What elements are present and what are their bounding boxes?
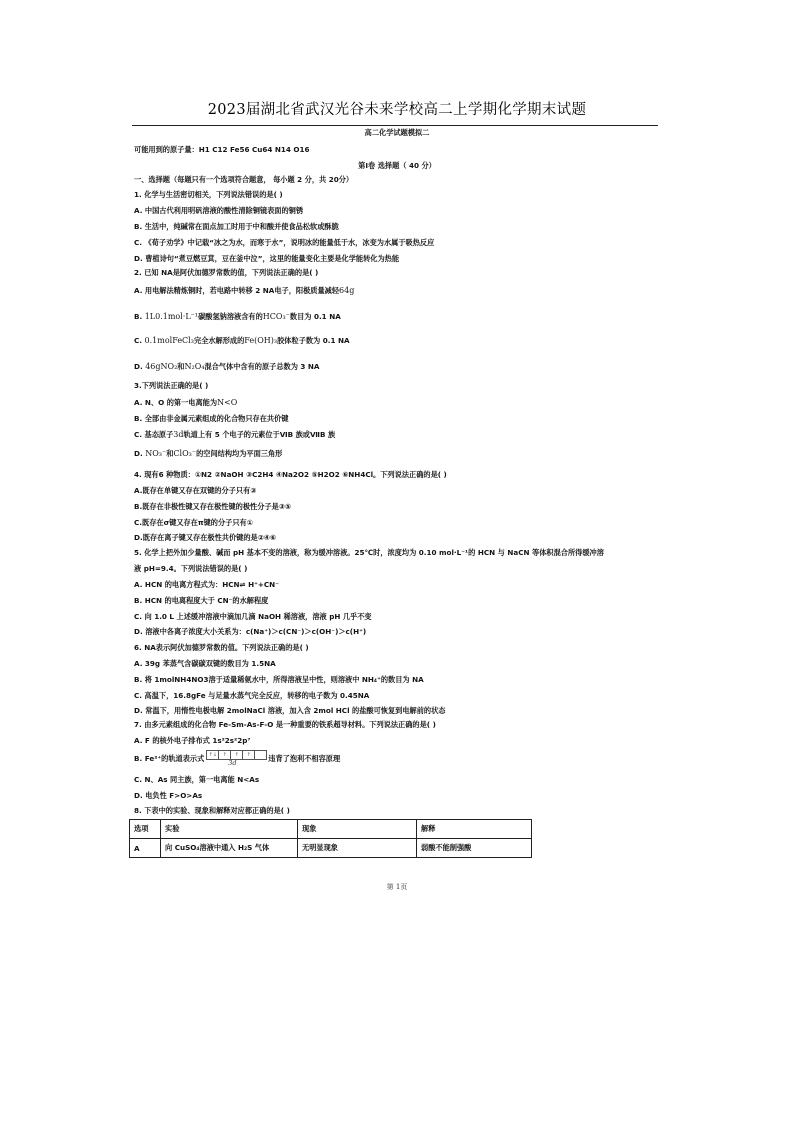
q6-option-d: D. 常温下，用惰性电极电解 2molNaCl 溶液，加入含 2mol HCl 的盐酸可恢复到电解前的状态 [134,706,446,715]
q2-stem: 2. 已知 NA是阿伏加德罗常数的值，下列说法正确的是( ) [134,268,319,277]
q2-b-text: 碳酸氢钠溶液含有的 [198,312,263,321]
page-number: 第 1页 [386,883,408,891]
title-rule [132,125,658,126]
table-cell: A [130,839,161,858]
table-header-row [130,820,532,839]
q7-option-c: C. N、As 同主族，第一电离能 N<As [134,775,260,784]
q4-option-b: B.既存在非极性键又存在极性键的极性分子是③⑤ [134,502,291,511]
q3-option-c [134,430,335,439]
q3-d-mid: 和 [166,449,174,458]
q3-d-ion1: NO₃⁻ [145,449,167,458]
q3-d-label: D. [134,449,146,458]
q3-c-value: 3d [173,430,184,439]
q8-table [129,819,532,858]
q2-option-d [134,362,320,371]
q7-stem: 7. 由多元素组成的化合物 Fe-Sm-As-F-O 是一种重要的铁系超导材料。下列说法正确的是( ) [134,720,436,729]
q2-c-label: C. [134,336,145,345]
q1-option-a: A. 中国古代利用明矾溶液的酸性清除铜镜表面的铜锈 [134,206,304,215]
q5-option-b: B. HCN 的电离程度大于 CN⁻的水解程度 [134,596,269,605]
q2-b-label: B. [134,312,145,321]
q7-b-text: B. Fe²⁺的轨道表示式 [134,754,205,763]
q6-option-c: C. 高温下，16.8gFe 与足量水蒸气完全反应，转移的电子数为 0.45NA [134,691,370,700]
q1-option-b: B. 生活中，纯碱常在面点加工时用于中和酸并使食品松软或酥脆 [134,222,339,231]
q3-c-end: 轨道上有 5 个电子的元素位于ⅥB 族或ⅦB 族 [183,430,336,439]
orbital-boxes [206,750,267,760]
orbital-box [255,751,266,759]
q7-option-b [134,750,340,768]
table-header-cell: 解释 [417,820,532,839]
q2-a-text: A. 用电解法精炼铜时，若电路中转移 2 NA电子，阳极质量减轻 [134,286,340,295]
atomic-masses: 可能用到的原子量：H1 C12 Fe56 Cu64 N14 O16 [134,145,310,154]
orbital-diagram [206,750,266,768]
q5-option-d: D. 溶液中各离子浓度大小关系为：c(Na⁺)＞c(CN⁻)＞c(OH⁻)＞c(H⁺) [134,627,367,636]
document-title: 2023届湖北省武汉光谷未来学校高二上学期化学期末试题 [207,102,587,118]
q2-option-c [134,336,350,345]
table-header-cell: 实验 [161,820,298,839]
volume-header: 第Ⅰ卷 选择题（ 40 分） [358,161,436,170]
q6-option-b: B. 将 1molNH4NO3溶于适量稀氨水中，所得溶液呈中性，则溶液中 NH₄⁺的数目为 NA [134,675,424,684]
q3-option-b: B. 全部由非金属元素组成的化合物只存在共价键 [134,414,289,423]
q3-option-d [134,449,282,458]
table-header-cell: 选项 [130,820,161,839]
q2-b-ion: HCO₃⁻ [262,312,290,321]
q1-option-d: D. 曹植诗句“煮豆燃豆萁，豆在釜中泣”，这里的能量变化主要是化学能转化为热能 [134,254,400,263]
q2-d-mid: 和 [177,362,185,371]
q3-stem: 3.下列说法正确的是( ) [134,381,209,390]
q4-option-a: A.既存在单键又存在双键的分子只有③ [134,486,257,495]
q5-stem-cont: 液 pH=9.4。下列说法错误的是( ) [134,564,248,573]
orbital-box: ↑ [231,751,243,759]
q3-d-end: 的空间结构均为平面三角形 [196,449,283,458]
q2-b-formula: 1L0.1mol·L⁻¹ [144,312,199,321]
table-cell: 弱酸不能制强酸 [417,839,532,858]
q2-c-formula: 0.1molFeCl₃ [144,336,194,345]
q2-d-formula2: N₂O₄ [184,362,205,371]
q8-stem: 8. 下表中的实验、现象和解释对应都正确的是( ) [134,806,290,815]
q3-a-text: A. N、O 的第一电离能为 [134,398,218,407]
q7-option-a: A. F 的核外电子排布式 1s²2s²2p⁷ [134,736,251,745]
section-header: 一、选择题（每题只有一个选项符合题意， 每小题 2 分，共 20分） [134,175,354,184]
q3-c-text: C. 基态原子 [134,430,174,439]
q2-d-formula: 46gNO₂ [145,362,178,371]
q1-stem: 1. 化学与生活密切相关，下列说法错误的是( ) [134,190,283,199]
q2-d-label: D. [134,362,146,371]
orbital-box: ↑ [219,751,231,759]
q2-c-colloid: Fe(OH)₃ [244,336,278,345]
q1-option-c: C. 《荀子劝学》中记载“冰之为水，而寒于水”，说明冰的能量低于水，冰变为水属于吸热反应 [134,238,435,247]
q2-option-a [134,286,354,295]
q6-option-a: A. 39g 苯蒸气含碳碳双键的数目为 1.5NA [134,659,276,668]
q5-option-c: C. 向 1.0 L 上述缓冲溶液中滴加几滴 NaOH 稀溶液，溶液 pH 几乎不变 [134,612,372,621]
q4-option-c: C.既存在σ键又存在π键的分子只有① [134,518,253,527]
q2-b-end: 数目为 0.1 NA [289,312,341,321]
table-header-cell: 现象 [298,820,417,839]
table-cell: 无明显现象 [298,839,417,858]
table-row [130,839,532,858]
table-cell: 向 CuSO₄溶液中通入 H₂S 气体 [161,839,298,858]
q2-c-end: 胶体粒子数为 0.1 NA [277,336,350,345]
q2-d-end: 混合气体中含有的原子总数为 3 NA [204,362,320,371]
q2-option-b [134,312,341,321]
q7-option-d: D. 电负性 F>O>As [134,791,203,800]
orbital-box: ↑↓ [207,751,219,759]
q5-stem: 5. 化学上把外加少量酸、碱而 pH 基本不变的溶液，称为缓冲溶液。25℃时，浓度均为 0.10 mol·L⁻¹的 HCN 与 NaCN 等体积混合所得缓冲溶 [134,548,604,557]
orbital-box: ↑ [243,751,255,759]
q3-a-value: N<O [217,398,238,407]
q4-option-d: D.既存在离子键又存在极性共价键的是②④⑥ [134,533,276,542]
q3-d-ion2: ClO₃⁻ [173,449,197,458]
q4-stem: 4. 现有6 种物质：①N2 ②NaOH ③C2H4 ④Na2O2 ⑤H2O2 ⑥NH4Cl。下列说法正确的是( ) [134,470,447,479]
q2-a-value: 64g [339,286,355,295]
orbital-label: 3d [228,759,237,767]
q6-stem: 6. NA表示阿伏加德罗常数的值。下列说法正确的是( ) [134,643,309,652]
q5-option-a: A. HCN 的电离方程式为：HCN⇌ H⁺+CN⁻ [134,580,279,589]
q2-c-text: 完全水解形成的 [193,336,245,345]
q7-b-end: 违背了泡利不相容原理 [268,754,341,763]
exam-subtitle: 高二化学试题模拟二 [364,128,430,137]
q3-option-a [134,398,237,407]
